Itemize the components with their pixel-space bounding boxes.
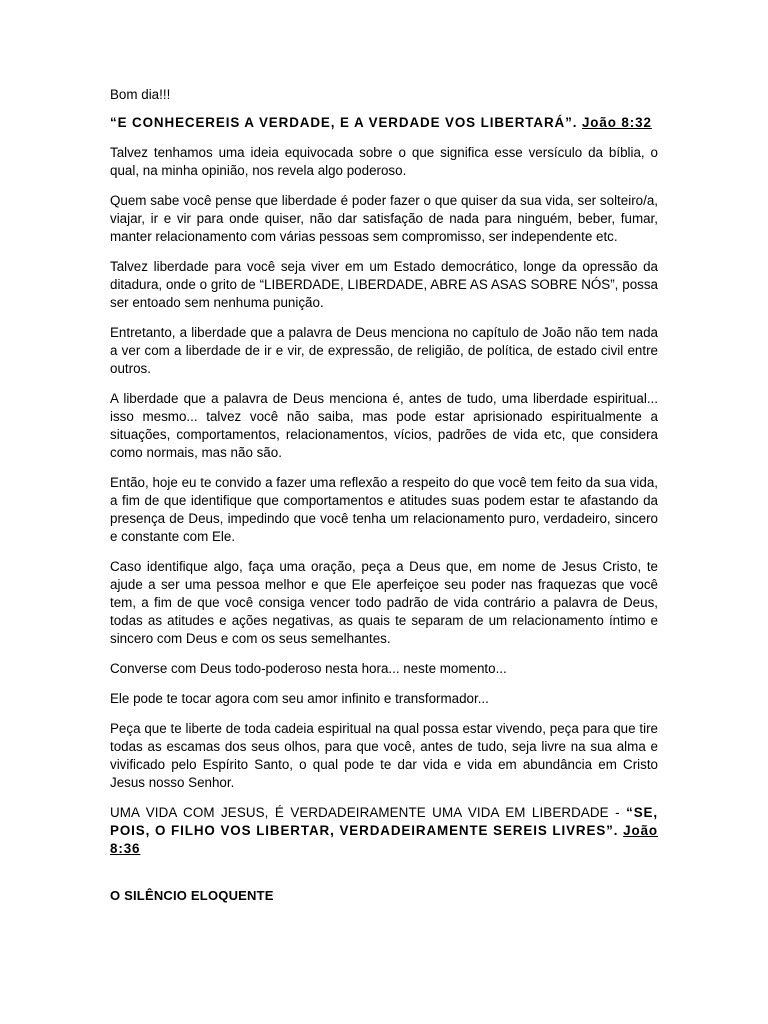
closing-verse-reference: João 8:36 <box>110 823 658 856</box>
paragraph-1: Talvez tenhamos uma ideia equivocada sobre o que significa esse versículo da bíblia, o qual, na minha opinião, nos revela algo poderoso. <box>110 145 658 178</box>
closing-text: UMA VIDA COM JESUS, É VERDADEIRAMENTE UMA VIDA EM LIBERDADE - <box>110 805 627 820</box>
greeting: Bom dia!!! <box>110 87 171 102</box>
verse-text: “E CONHECEREIS A VERDADE, E A VERDADE VOS LIBERTARÁ”. <box>110 115 582 130</box>
paragraph-2: Quem sabe você pense que liberdade é poder fazer o que quiser da sua vida, ser solteiro/a, viajar, ir e vir para onde quiser, não dar satisfação de nada para ninguém, beber, fumar, manter relacionamento com várias pessoas sem compromisso, ser independente etc. <box>110 193 658 244</box>
paragraph-6: Então, hoje eu te convido a fazer uma reflexão a respeito do que você tem feito da sua vida, a fim de que identifique que comportamentos e atitudes suas podem estar te afastando da presença de Deus, impedindo que você tenha um relacionamento puro, verdadeiro, sincero e constante com Ele. <box>110 475 658 544</box>
paragraph-7: Caso identifique algo, faça uma oração, peça a Deus que, em nome de Jesus Cristo, te ajude a ser uma pessoa melhor e que Ele aperfeiçoe seu poder nas fraquezas que você tem, a fim de que você consiga vencer todo padrão de vida contrário a palavra de Deus, todas as atitudes e ações negativas, as quais te separam de um relacionamento íntimo e sincero com Deus e com os seus semelhantes. <box>110 559 658 646</box>
paragraph-3: Talvez liberdade para você seja viver em um Estado democrático, longe da opressão da ditadura, onde o grito de “LIBERDADE, LIBERDADE, ABRE AS ASAS SOBRE NÓS”, possa ser entoado sem nenhuma punição. <box>110 259 658 310</box>
verse-reference: João 8:32 <box>581 115 652 130</box>
verse-heading <box>110 114 658 132</box>
closing-paragraph <box>110 804 658 858</box>
paragraph-9: Ele pode te tocar agora com seu amor infinito e transformador... <box>110 691 489 706</box>
paragraph-4: Entretanto, a liberdade que a palavra de Deus menciona no capítulo de João não tem nada a ver com a liberdade de ir e vir, de expressão, de religião, de política, de estado civil entre outros. <box>110 325 658 376</box>
paragraph-10: Peça que te liberte de toda cadeia espiritual na qual possa estar vivendo, peça para que tire todas as escamas dos seus olhos, para que você, antes de tudo, seja livre na sua alma e vivificado pelo Espírito Santo, o qual pode te dar vida e vida em abundância em Cristo Jesus nosso Senhor. <box>110 721 658 790</box>
closing-verse: “SE, POIS, O FILHO VOS LIBERTAR, VERDADEIRAMENTE SEREIS LIVRES”. <box>110 805 658 838</box>
paragraph-8: Converse com Deus todo-poderoso nesta hora... neste momento... <box>110 661 507 676</box>
next-section-title: O SILÊNCIO ELOQUENTE <box>110 888 274 903</box>
paragraph-5: A liberdade que a palavra de Deus menciona é, antes de tudo, uma liberdade espiritual... isso mesmo... talvez você não saiba, mas pode estar aprisionado espiritualmente a situações, comportamentos, relacionamentos, vícios, padrões de vida etc, que considera como normais, mas não são. <box>110 391 658 460</box>
